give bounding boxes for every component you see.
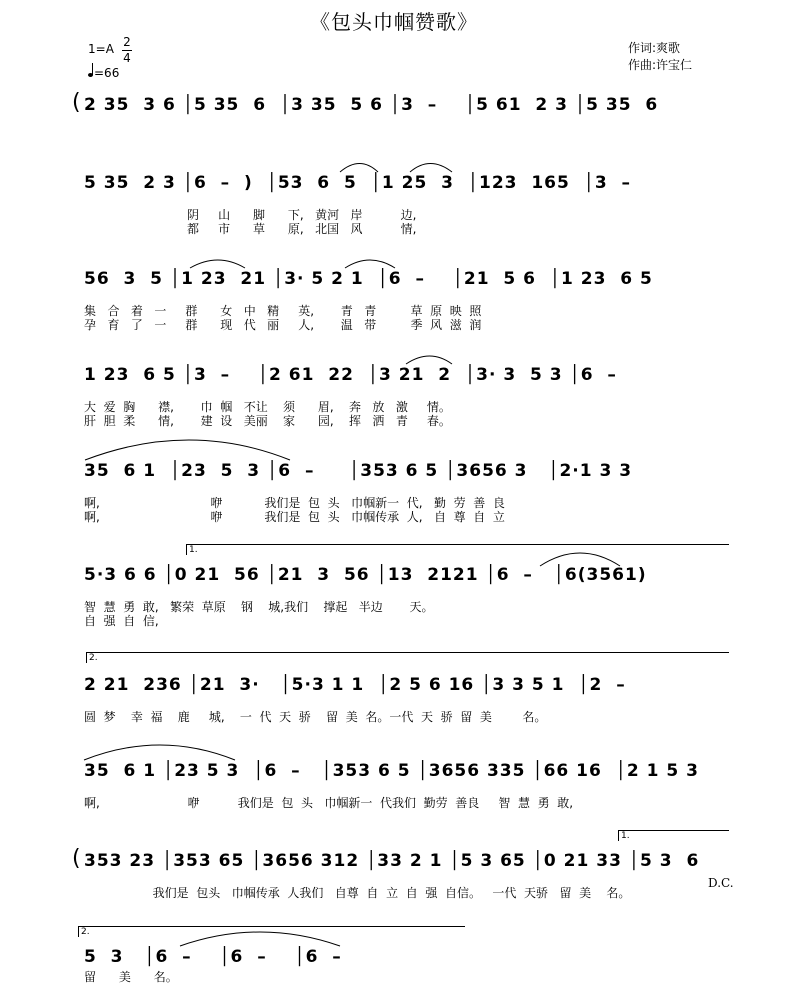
slur [406,356,452,364]
lyricist: 作词:爽歌 [628,41,681,55]
repeat-paren-open: ( [72,846,81,871]
composer: 作曲:许宝仁 [628,58,693,72]
song-title: 《包头巾帼赞歌》 [310,10,478,34]
notation-line: 5 3 │6 – │6 – │6 – [84,947,342,967]
da-capo-marking: D.C. [708,876,734,890]
lyric-verse-1: 我们是 包头 巾帼传承 人我们 自尊 自 立 自 强 自信。 一代 天骄 留 美 名。 [84,886,631,900]
lyric-verse-2: 肝 胆 柔 情, 建 设 美丽 家 园, 挥 洒 青 春。 [84,414,451,428]
lyric-verse-1: 集 合 着 一 群 女 中 精 英, 青 青 草 原 映 照 [84,304,482,318]
first-ending-bracket: 1. [618,830,729,841]
slur [85,440,290,460]
lyric-verse-2: 都 市 草 原, 北国 风 情, [84,222,417,236]
key-signature: 1=A [88,42,114,56]
second-ending-bracket: 2. [78,926,465,937]
lyric-verse-1: 阴 山 脚 下, 黄河 岸 边, [84,208,417,222]
notation-line: 35 6 1 │23 5 3 │6 – │353 6 5 │3656 3 │2·1 3 3 [84,461,633,481]
slur [84,745,235,760]
tempo-value: =66 [94,66,120,80]
repeat-paren-open: ( [72,90,81,115]
notation-line: 5·3 6 6 │0 21 56 │21 3 56 │13 2121 │6 – │6(3561) [84,565,647,585]
lyric-verse-2: 自 强 自 信, [84,614,159,628]
notation-line: 1 23 6 5 │3 – │2 61 22 │3 21 2 │3· 3 5 3 │6 – [84,365,617,385]
lyric-verse-1: 圆 梦 幸 福 鹿 城, 一 代 天 骄 留 美 名。一代 天 骄 留 美 名。 [84,710,547,724]
slur [180,932,340,946]
time-sig-bottom: 4 [123,51,131,65]
slur [410,164,452,173]
slur [345,260,395,268]
lyric-verse-1: 啊, 咿 我们是 包 头 巾帼新一 代, 勤 劳 善 良 [84,496,505,510]
notation-line: 2 35 3 6 │5 35 6 │3 35 5 6 │3 – │5 61 2 3 │5 35 6 [84,95,659,115]
slur [340,164,378,173]
notation-line: 56 3 5 │1 23 21 │3· 5 2 1 │6 – │21 5 6 │1 23 6 5 [84,269,653,289]
lyric-verse-2: 孕 育 了 一 群 现 代 丽 人, 温 带 季 风 滋 润 [84,318,482,332]
slur [190,260,245,268]
notation-line: 5 35 2 3 │6 – ) │53 6 5 │1 25 3 │123 165 │3 – [84,173,632,193]
lyric-verse-1: 大 爱 胸 襟, 巾 帼 不让 须 眉, 奔 放 激 情。 [84,400,451,414]
time-sig-top: 2 [123,35,131,49]
first-ending-bracket: 1. [186,544,729,555]
lyric-verse-1: 智 慧 勇 敢, 繁荣 草原 钢 城,我们 撑起 半边 天。 [84,600,434,614]
lyric-verse-1: 留 美 名。 [84,970,178,984]
slur [540,553,620,566]
second-ending-bracket: 2. [86,652,729,663]
notation-line: 2 21 236 │21 3· │5·3 1 1 │2 5 6 16 │3 3 5 1 │2 – [84,675,626,695]
lyric-verse-1: 啊, 咿 我们是 包 头 巾帼新一 代我们 勤劳 善良 智 慧 勇 敢, [84,796,574,810]
lyric-verse-2: 啊, 咿 我们是 包 头 巾帼传承 人, 自 尊 自 立 [84,510,505,524]
notation-line: 35 6 1 │23 5 3 │6 – │353 6 5 │3656 335 │66 16 │2 1 5 3 [84,761,699,781]
notation-line: 353 23 │353 65 │3656 312 │33 2 1 │5 3 65 │0 21 33 │5 3 6 [84,851,700,871]
